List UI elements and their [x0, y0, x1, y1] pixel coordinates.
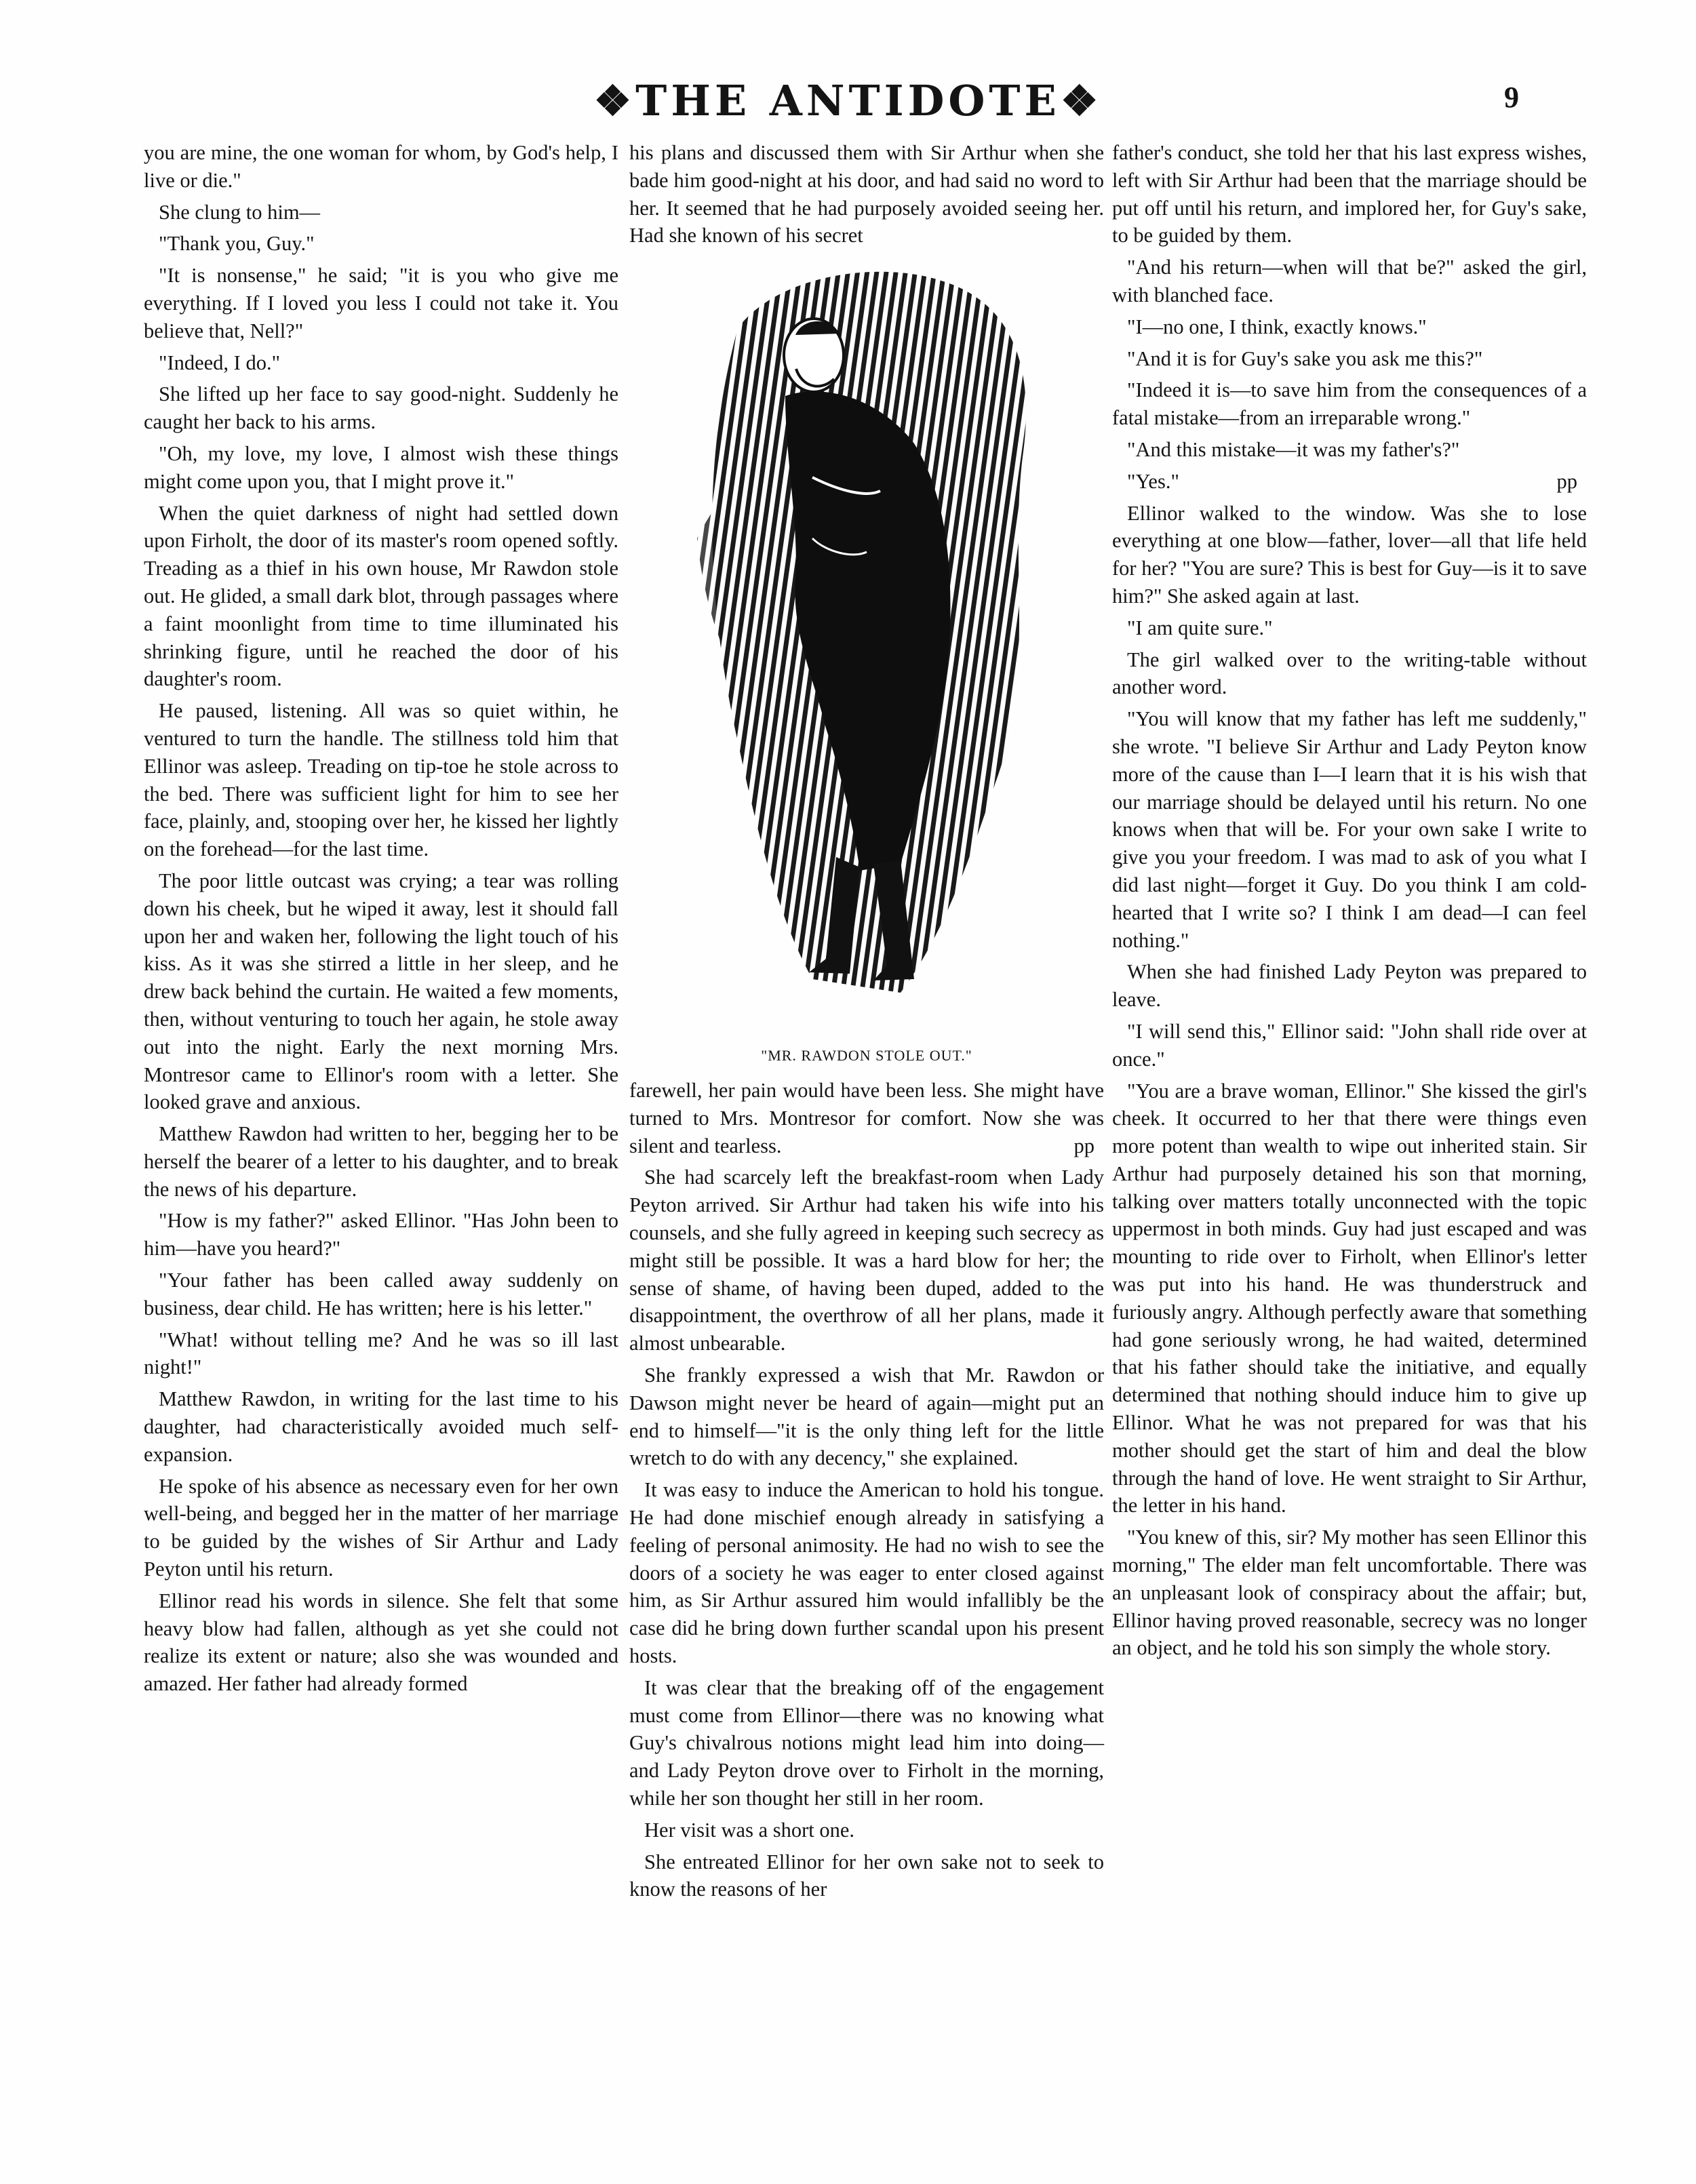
paragraph: "Your father has been called away suddenly on business, dear child. He has written; here is his letter." — [144, 1269, 618, 1319]
paragraph: his plans and discussed them with Sir Arthur when she bade him good-night at his door, and had said no word to her. It seemed that he had purposely avoided seeing her. Had she known of his secret — [629, 141, 1104, 247]
paragraph: She frankly expressed a wish that Mr. Rawdon or Dawson might never be heard of again—might put an end to himself—"it is the only thing left for the little wretch to do with any decency," she explained. — [629, 1363, 1104, 1470]
paragraph: Matthew Rawdon, in writing for the last time to his daughter, had characteristically avoided much self-expansion. — [144, 1387, 618, 1466]
paragraph: "I will send this," Ellinor said: "John shall ride over at once." — [1112, 1019, 1587, 1071]
paragraph: The poor little outcast was crying; a tear was rolling down his cheek, but he wiped it away, lest it should fall upon her and waken her, following the light touch of his kiss. As it was she stirred a little in her sleep, and he drew back behind the curtain. He waited a few moments, then, without venturing to touch her again, he stole away out into the night. Early the next morning Mrs. Montresor came to Ellinor's room with a letter. She looked grave and anxious. — [144, 869, 618, 1114]
paragraph: "What! without telling me? And he was so ill last night!" — [144, 1328, 618, 1379]
paragraph: "Thank you, Guy." — [159, 232, 315, 256]
paragraph: "Indeed, I do." — [159, 351, 281, 374]
column-right — [1112, 139, 1587, 1666]
paragraph: "How is my father?" asked Ellinor. "Has John been to him—have you heard?" — [144, 1209, 618, 1260]
paragraph: farewell, her pain would have been less. She might have turned to Mrs. Montresor for comfort. Now she was silent and tearless. pp — [629, 1077, 1104, 1159]
column-middle — [629, 139, 1104, 1907]
paragraph: Matthew Rawdon had written to her, begging her to be herself the bearer of a letter to his daughter, and to break the news of his departure. — [144, 1122, 618, 1201]
paragraph: She clung to him— — [159, 200, 321, 224]
column-left — [144, 139, 618, 1702]
paragraph: "And his return—when will that be?" asked the girl, with blanched face. — [1112, 256, 1587, 306]
paragraph: "And this mistake—it was my father's?" — [1127, 437, 1460, 461]
paragraph: "Yes." pp — [1112, 468, 1587, 496]
paragraph: "Oh, my love, my love, I almost wish these things might come upon you, that I might prove it." — [144, 441, 618, 493]
paragraph: She entreated Ellinor for her own sake not to seek to know the reasons of her — [629, 1850, 1104, 1901]
paragraph: He spoke of his absence as necessary even for her own well-being, and begged her in the matter of her marriage to be guided by the wishes of Sir Arthur and Lady Peyton until his return. — [144, 1474, 618, 1581]
page-number: 9 — [1504, 81, 1519, 114]
paragraph: When the quiet darkness of night had settled down upon Firholt, the door of its master's room opened softly. Treading as a thief in his own house, Mr Rawdon stole out. He glided, a small dark blot, through passages where a faint moonlight from time to time illuminated his shrinking figure, until he reached the door of his daughter's room. — [144, 501, 618, 691]
paragraph: "It is nonsense," he said; "it is you who give me everything. If I loved you less I could not take it. You believe that, Nell?" — [144, 264, 618, 342]
paragraph: "You are a brave woman, Ellinor." She kissed the girl's cheek. It occurred to her that there were things even more potent than wealth to wipe out inherited stain. Sir Arthur had purposely detained his son that morning, talking over matters totally unconnected with the topic uppermost in both minds. Guy had just escaped and was mounting to ride over to Firholt, when Ellinor's letter was put into his hand. He was thunderstruck and furiously angry. Although perfectly aware that something had gone seriously wrong, he had waited, determined that his father should take the initiative, and equally determined that nothing should induce him to give up Ellinor. What he was not prepared for was that his mother should get the start of him and deal the blow through the hand of love. He went straight to Sir Arthur, the letter in his hand. — [1112, 1079, 1587, 1517]
paragraph: "I am quite sure." — [1127, 616, 1273, 639]
paragraph: "You will know that my father has left me suddenly," she wrote. "I believe Sir Arthur and Lady Peyton know more of the cause than I—I learn that it is his wish that our marriage should be delayed until his return. No one knows when that will be. For your own sake I write to give you your freedom. I was mad to ask of you what I did last night—forget it Guy. Do you think I am cold-hearted that I write so? I think I am dead—I can feel nothing." — [1112, 707, 1587, 952]
masthead-title: ❖THE ANTIDOTE❖ — [593, 76, 1103, 125]
paragraph: When she had finished Lady Peyton was prepared to leave. — [1112, 960, 1587, 1012]
illustration-man-stealing-out — [656, 254, 1077, 1037]
paragraph: "I—no one, I think, exactly knows." — [1127, 315, 1427, 338]
paragraph: Ellinor read his words in silence. She felt that some heavy blow had fallen, although as yet she could not realize its extent or nature; also she was wounded and amazed. Her father had already formed — [144, 1589, 618, 1696]
paragraph: "Indeed it is—to save him from the consequences of a fatal mistake—from an irreparable wrong." — [1112, 378, 1587, 430]
paragraph: "And it is for Guy's sake you ask me this?" — [1127, 346, 1483, 370]
paragraph: "You knew of this, sir? My mother has seen Ellinor this morning," The elder man felt uncomfortable. There was an unpleasant look of conspiracy about the affair; but, Ellinor having proved reasonable, secrecy was no longer an object, and he told his son simply the whole story. — [1112, 1526, 1587, 1660]
paragraph: Her visit was a short one. — [644, 1818, 855, 1842]
paragraph: The girl walked over to the writing-table without another word. — [1112, 648, 1587, 699]
illustration-caption: "MR. RAWDON STOLE OUT." — [761, 1047, 972, 1065]
paragraph: He paused, listening. All was so quiet within, he ventured to turn the handle. The stillness told him that Ellinor was asleep. Treading on tip-toe he stole across to the bed. There was sufficient light for him to see her face, plainly, and, stooping over her, he kissed her lightly on the forehead—for the last time. — [144, 699, 618, 861]
section-mark: pp — [1073, 1134, 1094, 1157]
paragraph: you are mine, the one woman for whom, by God's help, I live or die." — [144, 141, 618, 192]
paragraph: It was easy to induce the American to hold his tongue. He had done mischief enough already in satisfying a feeling of personal animosity. He had no wish to see the doors of a society he was eager to enter closed against him, as Sir Arthur assured him would infallibly be the case did he bring down further scandal upon his present hosts. — [629, 1478, 1104, 1667]
paragraph: It was clear that the breaking off of the engagement must come from Ellinor—there was no knowing what Guy's chivalrous notions might lead him into doing—and Lady Peyton drove over to Firholt in the morning, while her son thought her still in her room. — [629, 1675, 1104, 1810]
paragraph: She had scarcely left the breakfast-room when Lady Peyton arrived. Sir Arthur had taken his wife into his counsels, and she fully agreed in keeping such secrecy as might still be possible. It was a hard blow for her; the sense of shame, of having been duped, added to the disappointment, the overthrow of all her plans, made it almost unbearable. — [629, 1166, 1104, 1355]
paragraph: She lifted up her face to say good-night. Suddenly he caught her back to his arms. — [144, 382, 618, 434]
paragraph: Ellinor walked to the window. Was she to lose everything at one blow—father, lover—all that life held for her? "You are sure? This is best for Guy—is it to save him?" She asked again at last. — [1112, 501, 1587, 608]
section-mark: pp — [1556, 469, 1577, 493]
paragraph: father's conduct, she told her that his last express wishes, left with Sir Arthur had been that the marriage should be put off until his return, and implored her, for Guy's sake, to be guided by them. — [1112, 141, 1587, 247]
